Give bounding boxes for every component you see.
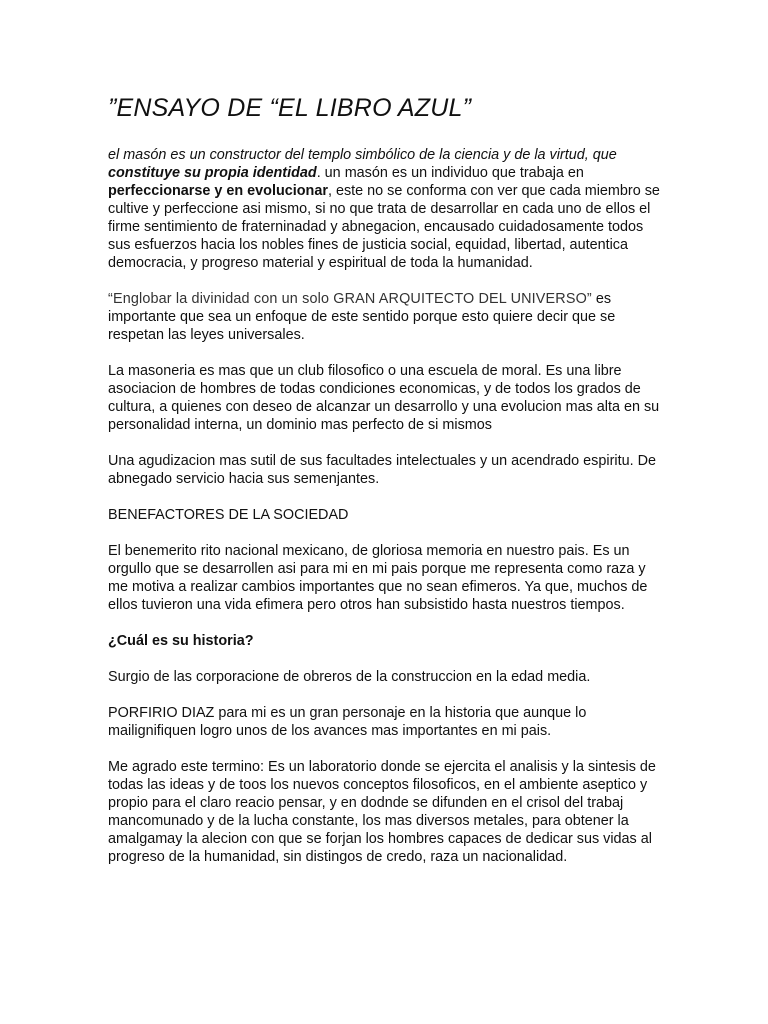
paragraph-agudizacion: Una agudizacion mas sutil de sus facultades intelectuales y un acendrado espiritu. De abnegado servicio hacia sus semenjantes. — [108, 453, 656, 487]
document-title: ”ENSAYO DE “EL LIBRO AZUL” — [108, 94, 472, 122]
paragraph-porfirio: PORFIRIO DIAZ para mi es un gran personaje en la historia que aunque lo mailignifiquen logro unos de los avances mas importantes en mi pais. — [108, 705, 587, 739]
heading-benefactores: BENEFACTORES DE LA SOCIEDAD — [108, 507, 349, 523]
paragraph-laboratorio: Me agrado este termino: Es un laboratorio donde se ejercita el analisis y la sintesis de todas las ideas y de toos los nuevos conceptos filosoficos, en el ambiente aseptico y propio para el claro reacio pensar, y en dodnde se difunden en el crisol del trabaj mancomunado y de la lucha constante, los mas diversos metales, para obtener la amalgamay la alecion con que se forjan los hombres capaces de dedicar sus vidas al progreso de la humanidad, sin distingos de credo, raza un nacionalidad. — [108, 759, 656, 865]
text-segment: . un masón es un individuo que trabaja en — [316, 165, 584, 181]
bold-perfeccionarse: perfeccionarse y en evolucionar — [108, 183, 328, 199]
paragraph-mason-definition — [108, 146, 668, 272]
paragraph-gran-arquitecto — [108, 290, 668, 344]
heading-historia: ¿Cuál es su historia? — [108, 633, 254, 649]
paragraph-benemerito: El benemerito rito nacional mexicano, de gloriosa memoria en nuestro pais. Es un orgullo que se desarrollen asi para mi en mi pais porque me representa como raza y me motiva a realizar cambios importantes que no sean efimeros. Ya que, muchos de ellos tuvieron una vida efimera pero otros han subsistido hasta nuestros tiempos. — [108, 543, 648, 613]
quote-gran-arquitecto: “Englobar la divinidad con un solo GRAN ARQUITECTO DEL UNIVERSO” — [108, 291, 592, 307]
text-segment: , este no se conforma con ver que cada miembro se cultive y perfeccione asi mismo, si no que trata de desarrollar en cada uno de ellos el firme sentimiento de fraterninadad y abnegacion, encausado cuidadosamente todos sus esfuerzos hacia los nobles fines de justicia social, equidad, libertad, autentica democracia, y progreso material y espiritual de toda la humanidad. — [108, 183, 660, 271]
paragraph-masoneria: La masoneria es mas que un club filosofico o una escuela de moral. Es una libre asociacion de hombres de todas condiciones economicas, y de todos los grados de cultura, a quienes con deseo de alcanzar un desarrollo y una evolucion mas alta en su personalidad interna, un dominio mas perfecto de si mismos — [108, 363, 660, 433]
paragraph-surgio: Surgio de las corporacione de obreros de la construccion en la edad media. — [108, 669, 591, 685]
text-segment: es importante que sea un enfoque de este sentido porque esto quiere decir que se respetan las leyes universales. — [108, 291, 616, 343]
document-page — [108, 93, 668, 884]
bold-italic-identity: constituye su propia identidad — [108, 165, 317, 181]
italic-intro: el masón es un constructor del templo simbólico de la ciencia y de la virtud, que — [108, 147, 617, 163]
